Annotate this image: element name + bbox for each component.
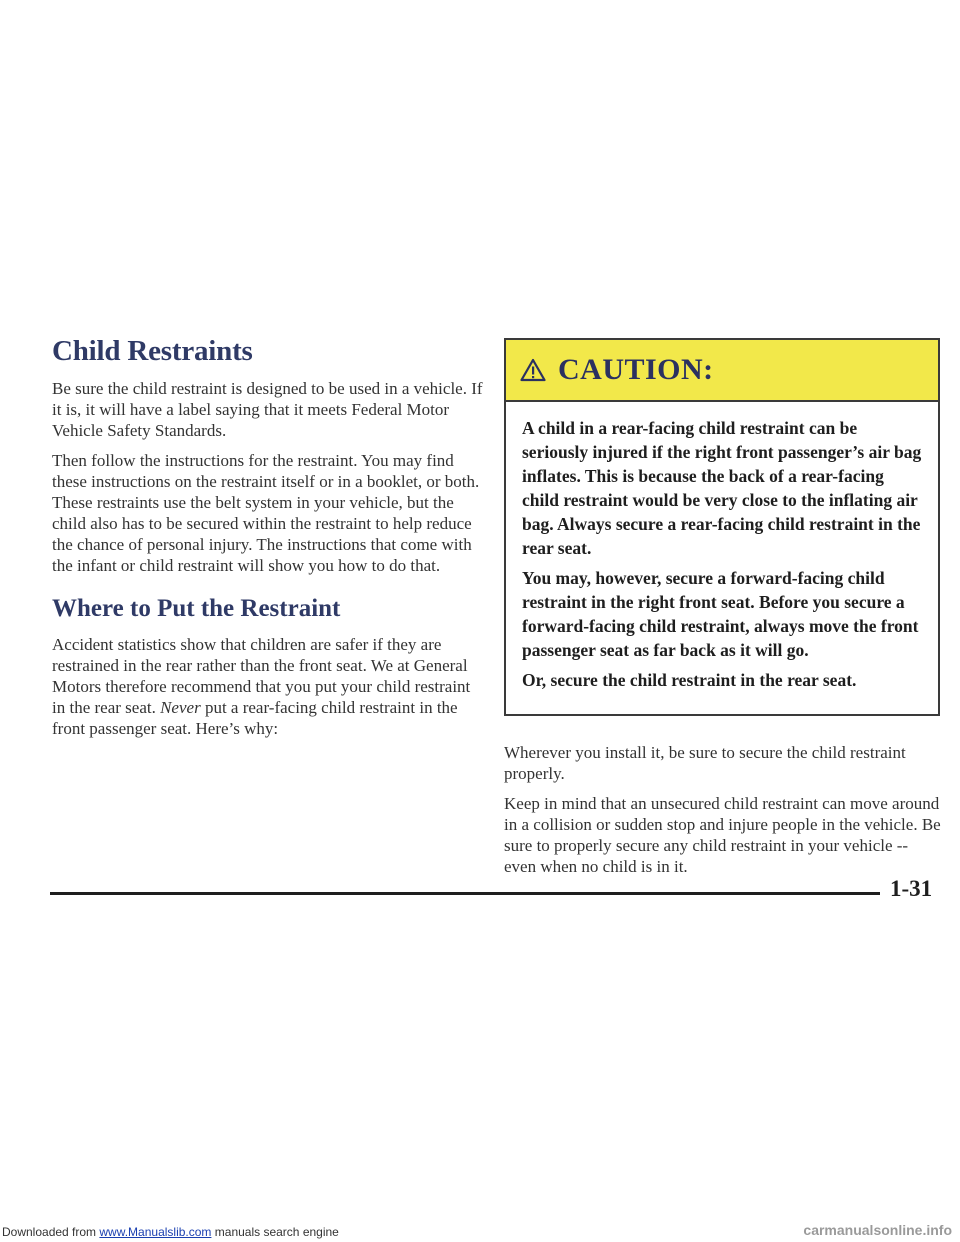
caution-paragraph-3: Or, secure the child restraint in the rear seat. bbox=[522, 670, 857, 690]
site-watermark: carmanualsonline.info bbox=[803, 1222, 952, 1238]
watermark-suffix: manuals search engine bbox=[211, 1225, 339, 1239]
subheading: Where to Put the Restraint bbox=[52, 595, 341, 622]
download-watermark bbox=[2, 1225, 339, 1239]
intro-paragraph-1: Be sure the child restraint is designed to be used in a vehicle. If it is, it will have a label saying that it meets Federal Motor Vehicle Safety Standards. bbox=[52, 379, 483, 440]
caution-paragraph-1: A child in a rear-facing child restraint can be seriously injured if the right front passenger’s air bag inflates. This is because the back of a rear-facing child restraint would be very close to the inflating air bag. Always secure a rear-facing child restraint in the rear seat. bbox=[522, 418, 922, 558]
caution-label: CAUTION: bbox=[558, 353, 714, 386]
caution-body bbox=[506, 402, 938, 714]
intro-paragraph-2: Then follow the instructions for the restraint. You may find these instructions on the restraint itself or in a booklet, or both. These restraints use the belt system in your vehicle, but the child also has to be secured within the restraint to help reduce the chance of personal injury. The instructions that come with the infant or child restraint will show you how to do that. bbox=[52, 451, 480, 575]
after-caution-paragraph-1: Wherever you install it, be sure to secure the child restraint properly. bbox=[504, 743, 906, 783]
left-column bbox=[52, 334, 484, 748]
watermark-prefix: Downloaded from bbox=[2, 1225, 100, 1239]
caution-paragraph-2: You may, however, secure a forward-facing child restraint in the right front seat. Before you secure a forward-facing child restraint, always move the front passenger seat as far back as it will go. bbox=[522, 568, 919, 660]
where-text-2: put a rear-facing child restraint in the front passenger seat. Here’s why: bbox=[52, 698, 458, 738]
section-title: Child Restraints bbox=[52, 335, 253, 367]
caution-box bbox=[504, 338, 940, 716]
right-column bbox=[504, 338, 944, 886]
where-paragraph bbox=[52, 634, 484, 739]
footer-rule bbox=[50, 892, 880, 895]
warning-triangle-icon bbox=[520, 358, 546, 382]
caution-header bbox=[506, 340, 938, 402]
page-number: 1-31 bbox=[890, 876, 933, 901]
where-text-1: Accident statistics show that children are safer if they are restrained in the rear rather than the front seat. We at General Motors therefore recommend that you put your child restraint in the rear seat. bbox=[52, 635, 471, 717]
after-caution-text bbox=[504, 742, 944, 877]
after-caution-paragraph-2: Keep in mind that an unsecured child restraint can move around in a collision or sudden stop and injure people in the vehicle. Be sure to properly secure any child restraint in your vehicle -- even when no child is in it. bbox=[504, 794, 941, 876]
where-text-italic: Never bbox=[160, 698, 201, 717]
manualslib-link[interactable]: www.Manualslib.com bbox=[99, 1225, 212, 1239]
